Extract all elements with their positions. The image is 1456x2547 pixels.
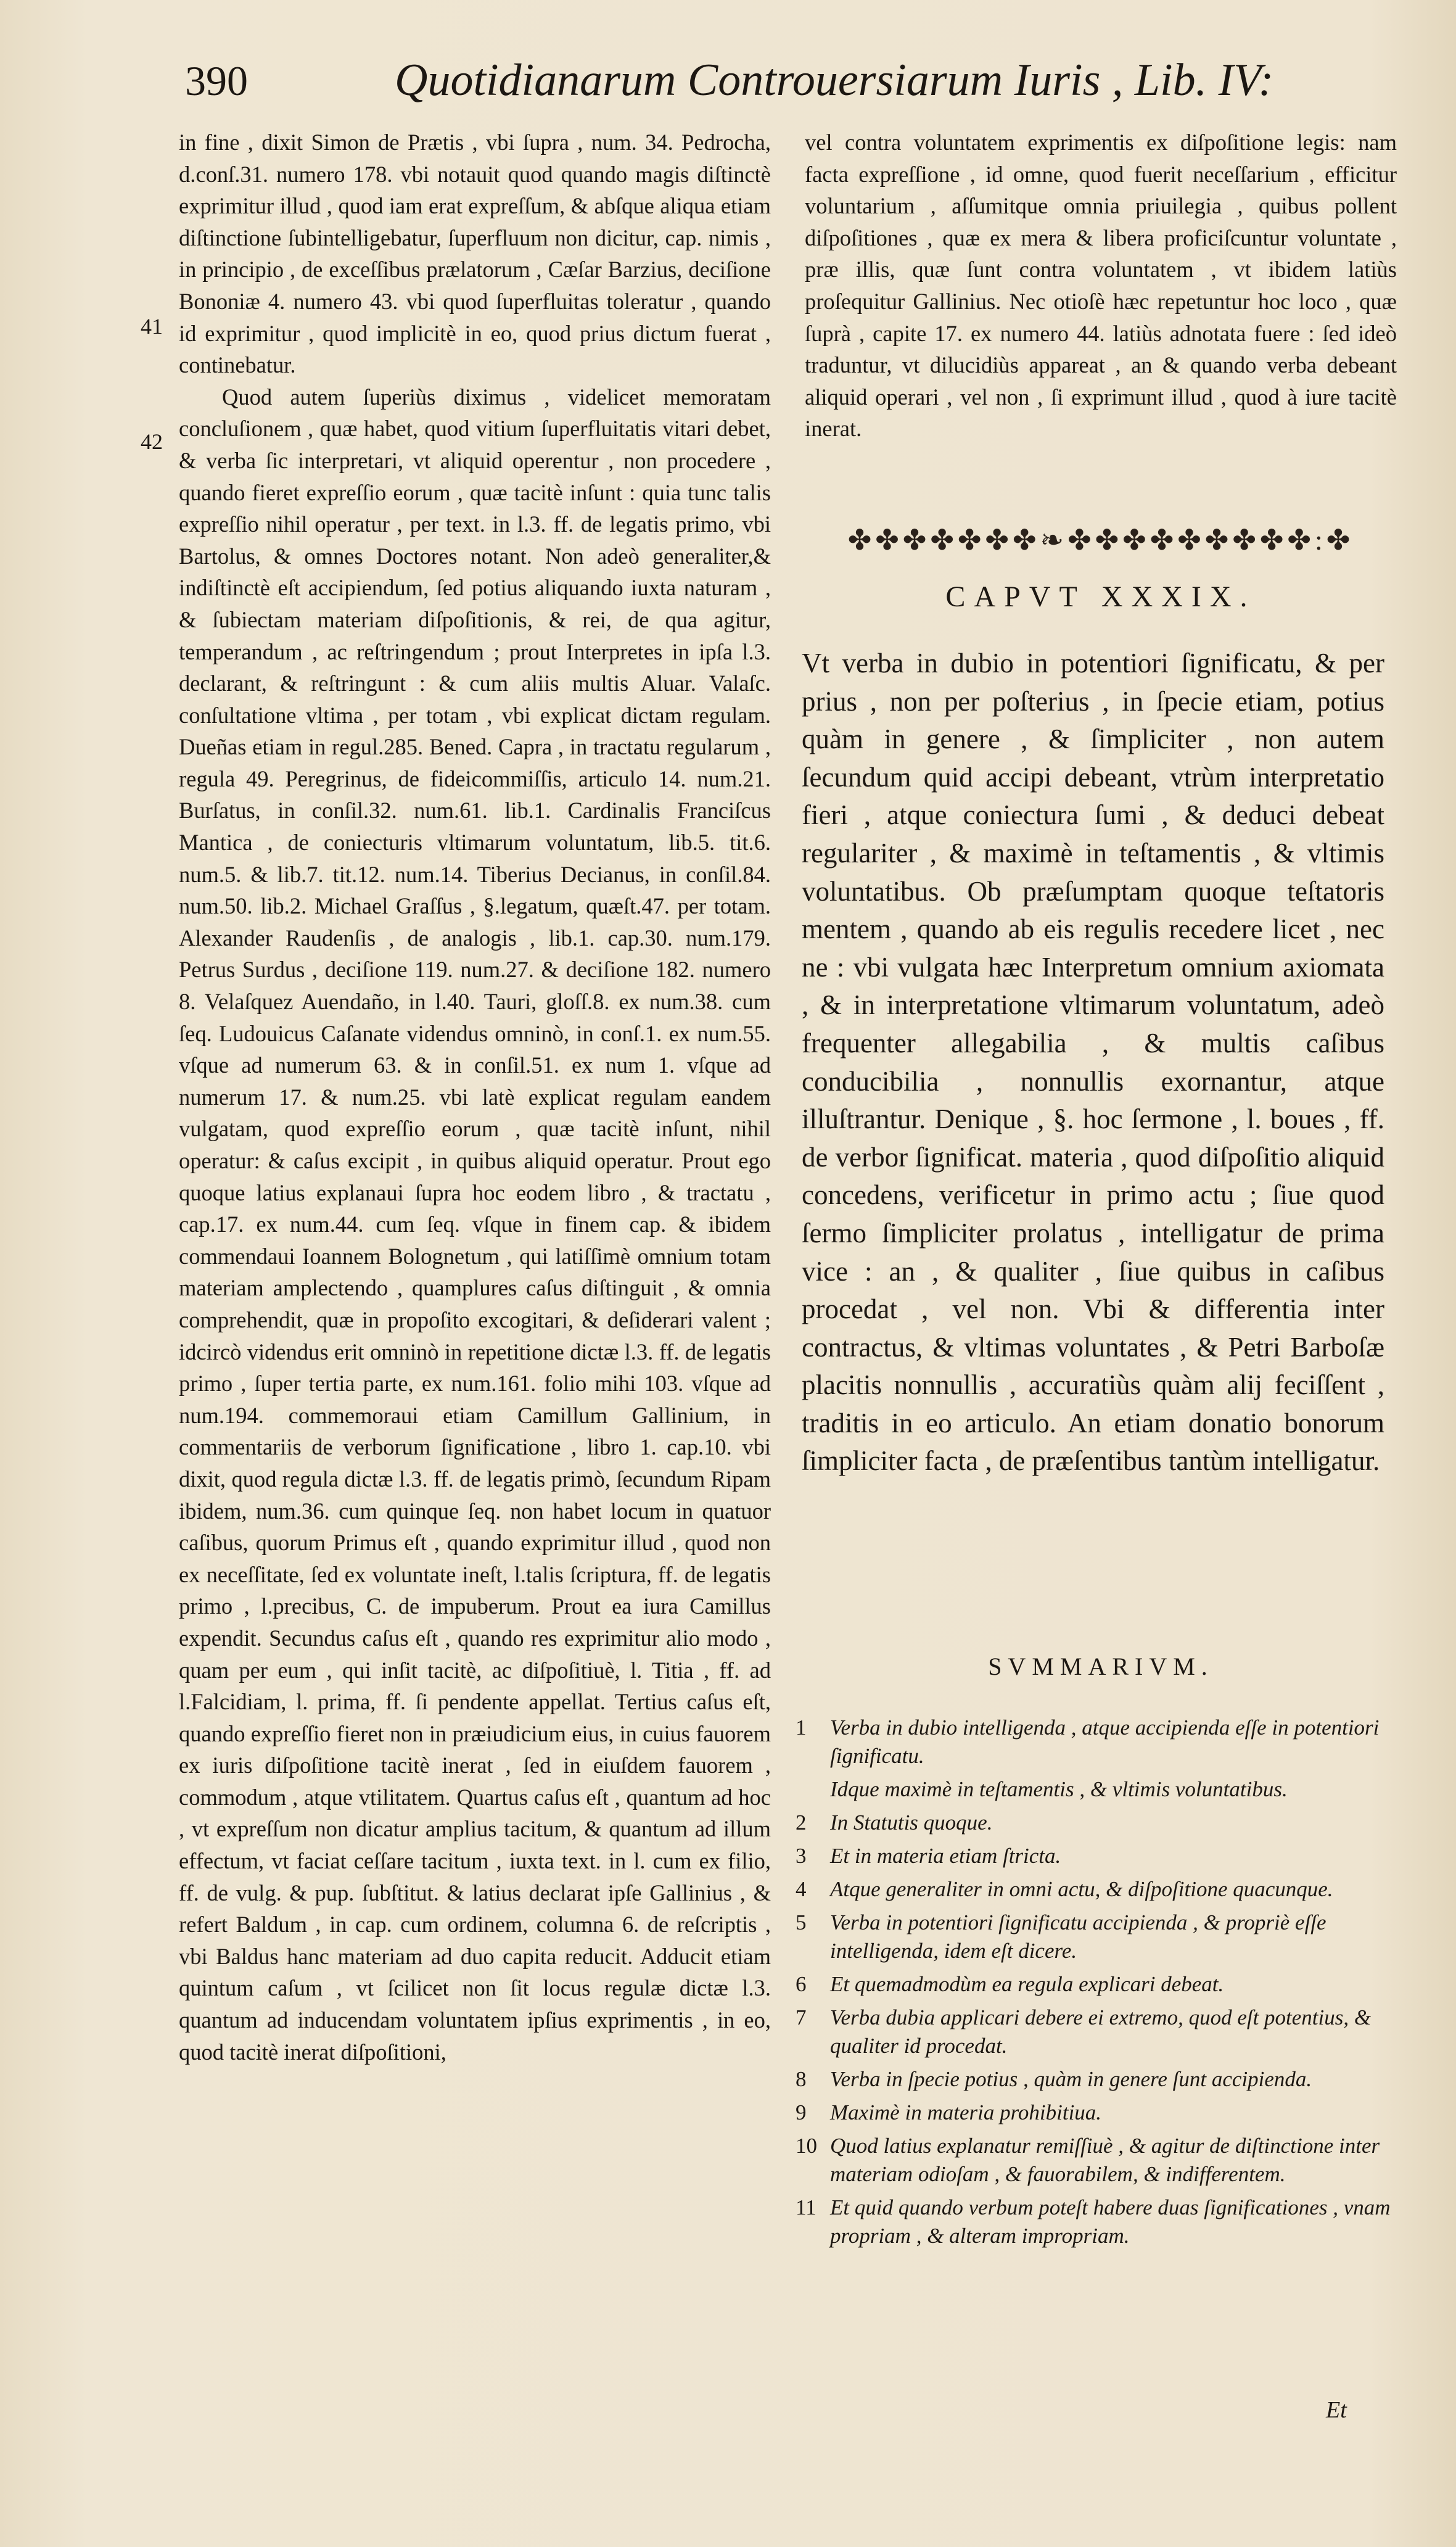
summary-item-number: 8 xyxy=(796,2067,807,2091)
summary-item-text: Verba in dubio intelligenda , atque accipienda eſſe in potentiori ſignificatu. xyxy=(830,1715,1380,1768)
summary-item-number: 1 xyxy=(796,1715,807,1740)
page-header xyxy=(185,57,1406,118)
chapter-argument: Vt verba in dubio in potentiori ſignificatu, & per prius , non per poſterius , in ſpecie etiam, potius quàm in genere , & ſimpliciter , non autem ſecundum quid accipi debeant, vtrùm interpretatio fieri , atque coniectura ſumi , & deduci debeat regulariter , & maximè in teſtamentis , & vltimis voluntatibus. Ob præſumptam quoque teſtatoris mentem , quando ab eis regulis recedere licet , nec ne : vbi vulgata hæc Interpretum omnium axiomata , & in interpretatione vltimarum voluntatum, adeò frequenter allegabilia , & multis caſibus conducibilia , nonnullis exornantur, atque illuſtrantur. Denique , §. hoc ſermone , l. boues , ff. de verbor ſignificat. materia , quod diſpoſitio aliquid concedens, verificetur in primo actu ; ſiue quod ſermo ſimpliciter prolatus , intelligatur de prima vice : an , & qualiter , ſiue quibus in caſibus procedat , vel non. Vbi & differentia inter contractus, & vltimas voluntates , & Petri Barboſæ placitis nonnullis , accuratiùs quàm alij feciſſent , traditis in eo articulo. An etiam donatio bonorum ſimpliciter facta , de præſentibus tantùm intelligatur. xyxy=(802,648,1384,1477)
summary-item xyxy=(796,2065,1400,2094)
summary-item xyxy=(796,2099,1400,2127)
paragraph-continuation: in fine , dixit Simon de Prætis , vbi ſupra , num. 34. Pedrocha, d.conſ.31. numero 178. vbi notauit quod quando magis diſtinctè exprimitur illud , quod iam erat expreſſum, & abſque aliqua etiam diſtinctione ſubintelligebatur, ſuperfluum non dicitur, cap. nimis , in principio , de exceſſibus prælatorum , Cæſar Barzius, deciſione Bononiæ 4. numero 43. vbi quod ſuperfluitas toleratur , quando id exprimitur , quod implicitè in eo, quod prius dictum fuerat , continebatur. xyxy=(179,130,771,378)
summary-item-number: 4 xyxy=(796,1877,807,1901)
margin-note-number: 41 xyxy=(141,314,163,339)
summary-item-text: Et quemadmodùm ea regula explicari debeat. xyxy=(830,1972,1224,1996)
summary-item-text: Quod latius explanatur remiſſiuè , & agitur de diſtinctione inter materiam odioſam , & fauorabilem, & indifferentem. xyxy=(830,2134,1380,2186)
summary-item xyxy=(796,2194,1400,2250)
summary-item-number: 3 xyxy=(796,1844,807,1868)
margin-note-number: 42 xyxy=(141,429,163,454)
summary-item xyxy=(796,1809,1400,1837)
summary-title: SVMMARIVM. xyxy=(988,1653,1214,1680)
paragraph-42: Quod autem ſuperiùs diximus , videlicet memoratam concluſionem , quæ habet, quod vitium ſuperfluitatis vitari debet, & verba ſic interpretari, vt aliquid operentur , non procedere , quando fieret expreſſio eorum , quæ tacitè inſunt : quia tunc talis expreſſio nihil operatur , per text. in l.3. ff. de legatis primo, vbi Bartolus, & omnes Doctores notant. Non adeò generaliter,& indiſtinctè eſt accipiendum, ſed potius aliquando iuxta naturam , & ſubiectam materiam diſpoſitionis, & rei, de qua agitur, temperandum , ac reſtringendum ; prout Interpretes in ipſa l.3. declarant, & reſtringunt : & cum aliis multis Aluar. Valaſc. conſultatione vltima , per totam , vbi explicat dictam regulam. Dueñas etiam in regul.285. Bened. Capra , in tractatu regularum , regula 49. Peregrinus, de fideicommiſſis, articulo 14. num.21. Burſatus, in conſil.32. num.61. lib.1. Cardinalis Franciſcus Mantica , de coniecturis vltimarum voluntatum, lib.5. tit.6. num.5. & lib.7. tit.12. num.14. Tiberius Decianus, in conſil.84. num.50. lib.2. Michael Graſſus , §.legatum, quæſt.47. per totam. Alexander Raudenſis , de analogis , lib.1. cap.30. num.179. Petrus Surdus , deciſione 119. num.27. & deciſione 182. numero 8. Velaſquez Auendaño, in l.40. Tauri, gloſſ.8. ex num.38. cum ſeq. Ludouicus Caſanate videndus omninò, in conſ.1. ex num.55. vſque ad numerum 63. & in conſil.51. ex num 1. vſque ad numerum 17. & num.25. vbi latè explicat regulam eandem vulgatam, quod expreſſio eorum , quæ tacitè inſunt, nihil operatur: & caſus excipit , in quibus aliquid operatur. Prout ego quoque latius explanaui ſupra hoc eodem libro , & tractatu , cap.17. ex num.44. cum ſeq. vſque in finem cap. & ibidem commendaui Ioannem Bolognetum , qui latiſſimè omnium totam materiam amplectendo , quamplures caſus diſtinguit , & omnia comprehendit, quæ in propoſito excogitari, & deſiderari valent ; idcircò videndus erit omninò in repetitione dictæ l.3. ff. de legatis primo , ſuper tertia parte, ex num.161. folio mihi 103. vſque ad num.194. commemoraui etiam Camillum Gallinium, in commentariis de verborum ſignificatione , libro 1. cap.10. vbi dixit, quod regula dictæ l.3. ff. de legatis primò, ſecundum Ripam ibidem, num.36. cum quinque ſeq. non habet locum in quatuor caſibus, quorum Primus eſt , quando exprimitur illud , quod non ex neceſſitate, ſed ex voluntate ineſt, l.talis ſcriptura, ff. de legatis primo , l.precibus, C. de impuberum. Prout ea iura Camillus expendit. Secundus caſus eſt , quando res exprimitur alio modo , quam per eum , qui inſit tacitè, ac diſpoſitiuè, l. Titia , ff. ad l.Falcidiam, l. prima, ff. ſi pendente appellat. Tertius caſus eſt, quando expreſſio fieret non in præiudicium eius, in cuius fauorem ex iuris diſpoſitione tacitè inerat , ſed in eiuſdem fauorem , commodum , atque vtilitatem. Quartus caſus eſt , quantum ad hoc , vt expreſſum non dicatur amplius tacitum, & quantum ad illum effectum, vt faciat ceſſare tacitum , iuxta text. in l. cum ex filio, ff. de vulg. & pup. ſubſtitut. & latius declarat ipſe Gallinius , & refert Baldum , in cap. cum ordinem, columna 6. de reſcriptis , vbi Baldus hanc materiam ad duo capita reducit. Adducit etiam quintum caſum , vt ſcilicet non ſit locus regulæ dictæ l.3. quantum ad inducendam voluntatem ipſius exprimentis , in eo, quod tacitè inerat diſpoſitioni, xyxy=(179,384,771,2065)
summary-item-text: Verba dubia applicari debere ei extremo, quod eſt potentius, & qualiter id procedat. xyxy=(830,2005,1372,2058)
summary-item xyxy=(796,1875,1400,1904)
summary-item-text: Et quid quando verbum poteſt habere duas ſignificationes , vnam propriam , & alteram impropriam. xyxy=(830,2195,1391,2248)
summary-item xyxy=(796,1842,1400,1870)
summary-item xyxy=(796,1714,1400,1770)
summary-item-text: Idque maximè in teſtamentis , & vltimis voluntatibus. xyxy=(830,1777,1288,1801)
summary-item-number: 11 xyxy=(796,2195,816,2219)
paragraph-continuation-right: vel contra voluntatem exprimentis ex diſpoſitione legis: nam facta expreſſione , id omne, quod fuerit neceſſarium , efficitur voluntarium , aſſumitque omnia priuilegia , quibus pollent diſpoſitiones , quæ ex mera & libera proficiſcuntur voluntate , præ illis, quæ ſunt contra voluntatem , vt ibidem latiùs proſequitur Gallinius. Nec otioſè hæc repetuntur hoc loco , quæ ſuprà , capite 17. ex numero 44. latiùs adnotata fuere : ſed ideò traduntur, vt dilucidiùs appareat , an & quando verba debeant aliquid operari , vel non , ſi exprimunt illud , quod à iure tacitè inerat. xyxy=(805,130,1397,442)
summary-list xyxy=(796,1714,1400,2255)
ornament-divider: ✤✤✤✤✤✤✤❧✤✤✤✤✤✤✤✤✤:✤ xyxy=(847,524,1354,556)
summary-item-number: 7 xyxy=(796,2005,807,2029)
summary-item xyxy=(796,2004,1400,2060)
summary-item xyxy=(796,2132,1400,2189)
page-number: 390 xyxy=(185,57,248,104)
summary-item-number: 2 xyxy=(796,1810,807,1835)
summary-item-number: 5 xyxy=(796,1910,807,1934)
summary-item-text: Maximè in materia prohibitiua. xyxy=(830,2100,1102,2124)
chapter-title: CAPVT XXXIX. xyxy=(945,580,1256,613)
summary-item-text: In Statutis quoque. xyxy=(830,1810,993,1835)
left-column xyxy=(179,126,771,2068)
summary-item xyxy=(796,1970,1400,1999)
summary-item-text: Verba in ſpecie potius , quàm in genere ſunt accipienda. xyxy=(830,2067,1312,2091)
summary-item xyxy=(796,1775,1400,1804)
right-column xyxy=(805,126,1397,445)
summary-item-text: Verba in potentiori ſignificatu accipienda , & propriè eſſe intelligenda, idem eſt dicere. xyxy=(830,1910,1326,1963)
summary-item-text: Et in materia etiam ſtricta. xyxy=(830,1844,1061,1868)
summary-item-number: 9 xyxy=(796,2100,807,2124)
summary-item-text: Atque generaliter in omni actu, & diſpoſitione quacunque. xyxy=(830,1877,1333,1901)
summary-item-number: 10 xyxy=(796,2134,817,2158)
catchword: Et xyxy=(1326,2397,1347,2423)
running-title: Quotidianarum Controuersiarum Iuris , Lib. IV: xyxy=(395,55,1274,105)
summary-item-number: 6 xyxy=(796,1972,807,1996)
summary-item xyxy=(796,1909,1400,1965)
